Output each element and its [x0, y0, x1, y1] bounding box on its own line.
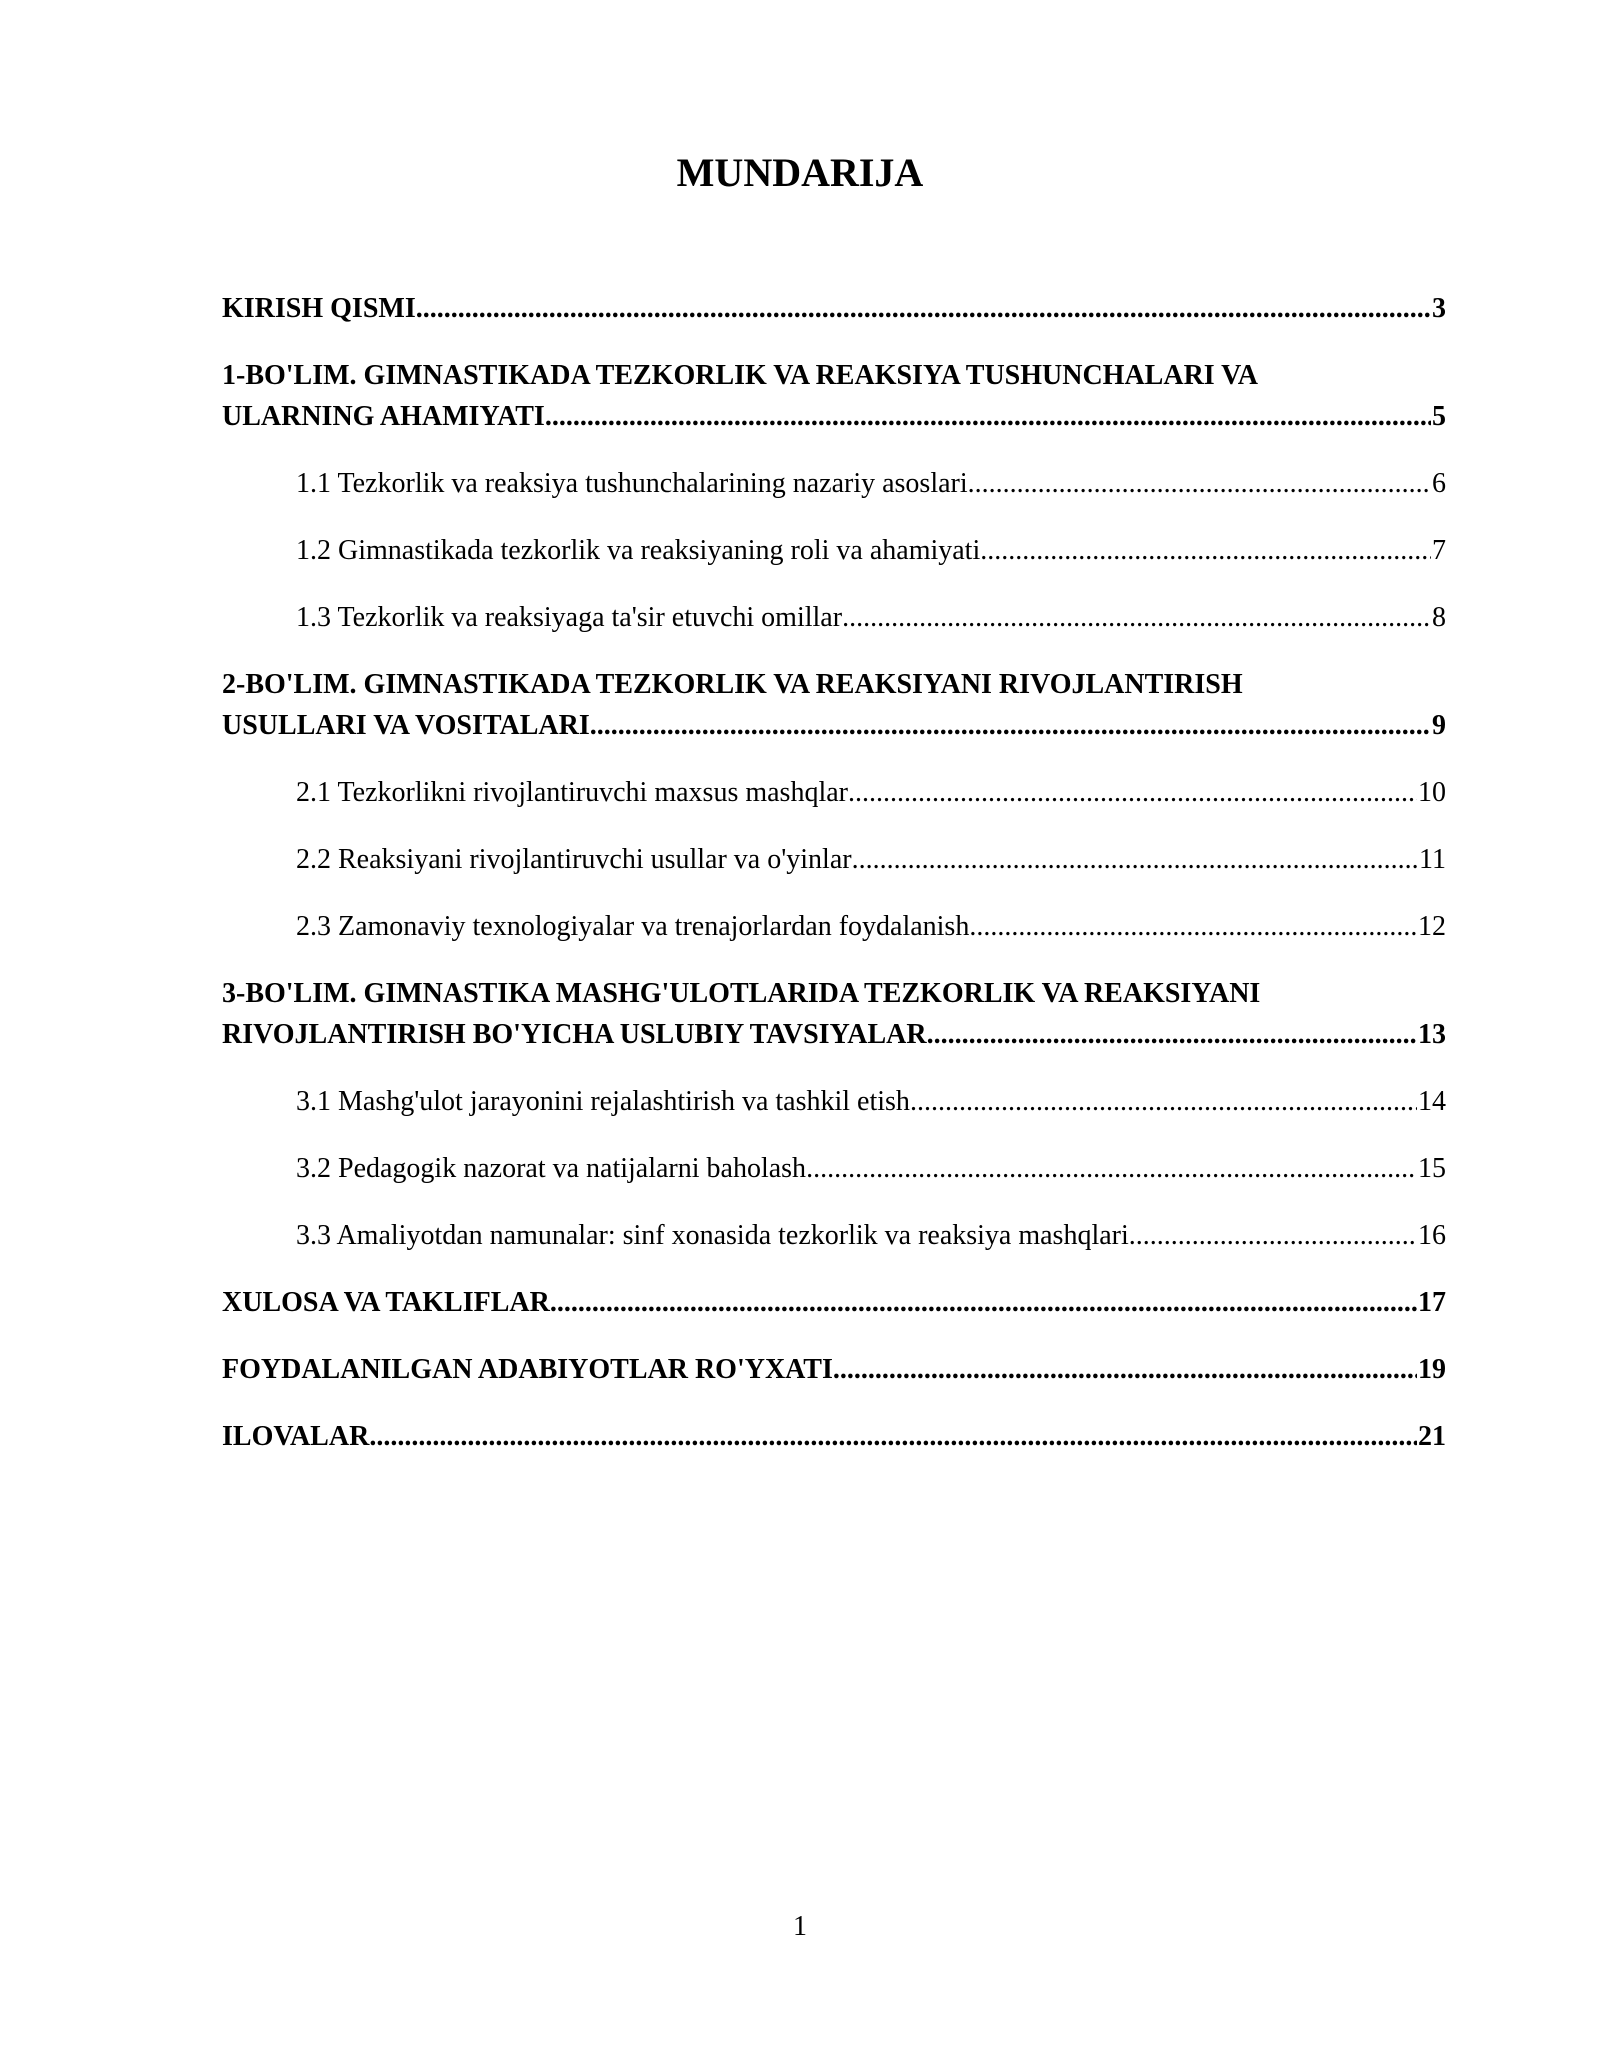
dot-leader — [833, 1349, 1417, 1390]
toc-entry-3-3[interactable] — [222, 1215, 1446, 1256]
toc-page-number: 21 — [1418, 1421, 1446, 1452]
toc-page-number: 19 — [1418, 1354, 1446, 1385]
toc-entry-adabiyotlar[interactable] — [222, 1349, 1446, 1390]
toc-entry-text: 1-BO'LIM. GIMNASTIKADA TEZKORLIK VA REAKSIYA TUSHUNCHALARI VA — [222, 360, 1259, 391]
toc-page-number: 15 — [1418, 1153, 1446, 1184]
toc-page-number: 13 — [1418, 1019, 1446, 1050]
table-of-contents — [222, 288, 1446, 1483]
toc-entry-1-3[interactable] — [222, 597, 1446, 638]
dot-leader — [806, 1148, 1417, 1189]
toc-entry-text: 1.1 Tezkorlik va reaksiya tushunchalarining nazariy asoslari — [296, 468, 968, 499]
toc-entry-text: USULLARI VA VOSITALARI — [222, 710, 590, 741]
dot-leader — [416, 288, 1431, 329]
toc-entry-text: 1.3 Tezkorlik va reaksiyaga ta'sir etuvchi omillar — [296, 602, 843, 633]
toc-entry-text: 2.3 Zamonaviy texnologiyalar va trenajorlardan foydalanish — [296, 911, 970, 942]
toc-page-number: 14 — [1418, 1086, 1446, 1117]
toc-entry-text: FOYDALANILGAN ADABIYOTLAR RO'YXATI — [222, 1354, 833, 1385]
toc-page-number: 9 — [1432, 710, 1446, 741]
toc-page-number: 5 — [1432, 401, 1446, 432]
dot-leader — [968, 463, 1431, 504]
toc-entry-text: ULARNING AHAMIYATI — [222, 401, 545, 432]
toc-page-number: 16 — [1418, 1220, 1446, 1251]
toc-page-number: 10 — [1418, 777, 1446, 808]
toc-page-number: 6 — [1432, 468, 1446, 499]
toc-entry-text: XULOSA VA TAKLIFLAR — [222, 1287, 550, 1318]
dot-leader — [852, 839, 1418, 880]
toc-entry-3-2[interactable] — [222, 1148, 1446, 1189]
dot-leader — [842, 597, 1431, 638]
dot-leader — [369, 1416, 1417, 1457]
toc-entry-text: KIRISH QISMI — [222, 293, 416, 324]
toc-entry-1-1[interactable] — [222, 463, 1446, 504]
toc-entry-text: 2-BO'LIM. GIMNASTIKADA TEZKORLIK VA REAKSIYANI RIVOJLANTIRISH — [222, 669, 1243, 700]
toc-entry-ilovalar[interactable] — [222, 1416, 1446, 1457]
toc-entry-3-1[interactable] — [222, 1081, 1446, 1122]
dot-leader — [910, 1081, 1417, 1122]
page-title: MUNDARIJA — [676, 150, 924, 195]
toc-page-number: 12 — [1418, 911, 1446, 942]
toc-page-number: 3 — [1432, 293, 1446, 324]
toc-entry-text: 2.2 Reaksiyani rivojlantiruvchi usullar va o'yinlar — [296, 844, 852, 875]
toc-entry-text: ILOVALAR — [222, 1421, 370, 1452]
toc-entry-text: 3.3 Amaliyotdan namunalar: sinf xonasida tezkorlik va reaksiya mashqlari — [296, 1220, 1129, 1251]
toc-entry-2-2[interactable] — [222, 839, 1446, 880]
toc-entry-kirish[interactable] — [222, 288, 1446, 329]
toc-entry-text: RIVOJLANTIRISH BO'YICHA USLUBIY TAVSIYALAR — [222, 1019, 927, 1050]
toc-entry-section-1[interactable] — [222, 355, 1446, 437]
dot-leader — [1129, 1215, 1417, 1256]
toc-entry-text: 3-BO'LIM. GIMNASTIKA MASHG'ULOTLARIDA TEZKORLIK VA REAKSIYANI — [222, 978, 1261, 1009]
toc-page-number: 7 — [1432, 535, 1446, 566]
dot-leader — [848, 772, 1417, 813]
dot-leader — [969, 906, 1417, 947]
page-number: 1 — [793, 1911, 807, 1942]
toc-page-number: 8 — [1432, 602, 1446, 633]
toc-entry-section-2[interactable] — [222, 664, 1446, 746]
toc-entry-text: 3.2 Pedagogik nazorat va natijalarni baholash — [296, 1153, 807, 1184]
toc-entry-1-2[interactable] — [222, 530, 1446, 571]
toc-page-number: 11 — [1419, 844, 1446, 875]
dot-leader — [545, 396, 1431, 437]
dot-leader — [980, 530, 1431, 571]
dot-leader — [590, 705, 1431, 746]
toc-entry-text: 1.2 Gimnastikada tezkorlik va reaksiyaning roli va ahamiyati — [296, 535, 981, 566]
toc-entry-2-3[interactable] — [222, 906, 1446, 947]
toc-entry-text: 2.1 Tezkorlikni rivojlantiruvchi maxsus mashqlar — [296, 777, 848, 808]
toc-page-number: 17 — [1418, 1287, 1446, 1318]
dot-leader — [927, 1014, 1417, 1055]
toc-entry-text: 3.1 Mashg'ulot jarayonini rejalashtirish va tashkil etish — [296, 1086, 910, 1117]
toc-entry-section-3[interactable] — [222, 973, 1446, 1055]
dot-leader — [550, 1282, 1417, 1323]
toc-entry-2-1[interactable] — [222, 772, 1446, 813]
toc-entry-xulosa[interactable] — [222, 1282, 1446, 1323]
